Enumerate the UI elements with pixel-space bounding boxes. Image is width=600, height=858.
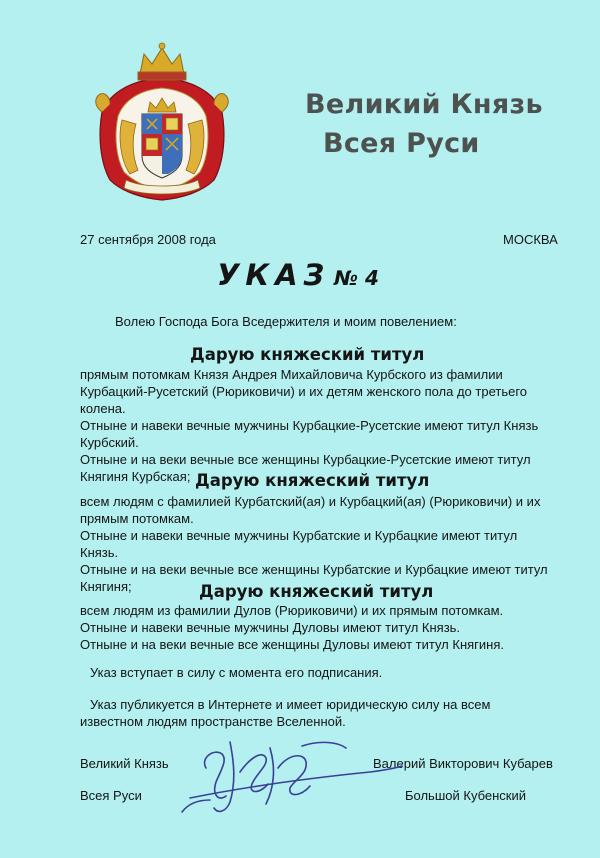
- section-paragraph: прямым потомкам Князя Андрея Михайловича Курбского из фамилии Курбацкий-Русетский (Рюриковичи) и их детям женского пола до третьего колена.: [80, 367, 528, 416]
- section-body: [80, 602, 550, 653]
- section-body: [80, 366, 550, 485]
- ruler-title-line-2: Всея Руси: [323, 128, 480, 159]
- section-heading: Дарую княжеский титул: [199, 582, 434, 601]
- decree-city: МОСКВА: [503, 232, 558, 247]
- section-paragraph: Отныне и навеки вечные мужчины Курбатские и Курбацкие имеют титул Князь.: [80, 528, 518, 560]
- signer-rank: Большой Кубенский: [405, 788, 527, 803]
- section-paragraph: Отныне и навеки вечные мужчины Курбацкие-Русетские имеют титул Князь Курбский.: [80, 418, 539, 450]
- section-paragraph: всем людям из фамилии Дулов (Рюриковичи) и их прямым потомкам.: [80, 603, 504, 618]
- section-paragraph: всем людям с фамилией Курбатский(ая) и Курбацкий(ая) (Рюриковичи) и их прямым потомкам.: [80, 494, 541, 526]
- decree-date: 27 сентября 2008 года: [80, 232, 216, 247]
- ruler-title-line-1: Великий Князь: [305, 89, 543, 120]
- section-paragraph: Отныне и на веки вечные все женщины Курбацкие-Русетские имеют титул Княгиня Курбская;: [80, 452, 531, 484]
- publication-notice: Указ публикуется в Интернете и имеет юридическую силу на всем известном людям пространстве Вселенной.: [80, 697, 491, 729]
- section-paragraph: Отныне и на веки вечные все женщины Дуловы имеют титул Княгиня.: [80, 637, 504, 652]
- handwritten-signature: [170, 728, 410, 818]
- signer-name: Валерий Викторович Кубарев: [373, 756, 553, 771]
- section-heading: Дарую княжеский титул: [195, 471, 430, 490]
- decree-title: УКАЗ: [217, 258, 331, 292]
- section-heading: Дарую княжеский титул: [190, 345, 425, 364]
- signer-title-line-2: Всея Руси: [80, 788, 142, 803]
- section-paragraph: Отныне и навеки вечные мужчины Дуловы имеют титул Князь.: [80, 620, 461, 635]
- decree-preamble: Волею Господа Бога Вседержителя и моим повелением:: [115, 314, 457, 329]
- section-paragraph: Отныне и на веки вечные все женщины Курбатские и Курбацкие имеют титул Княгиня;: [80, 562, 548, 594]
- effective-notice: Указ вступает в силу с момента его подписания.: [90, 665, 383, 680]
- coat-of-arms-icon: [92, 40, 232, 202]
- section-body: [80, 493, 550, 595]
- decree-number: № 4: [334, 266, 379, 290]
- signer-title-line-1: Великий Князь: [80, 756, 169, 771]
